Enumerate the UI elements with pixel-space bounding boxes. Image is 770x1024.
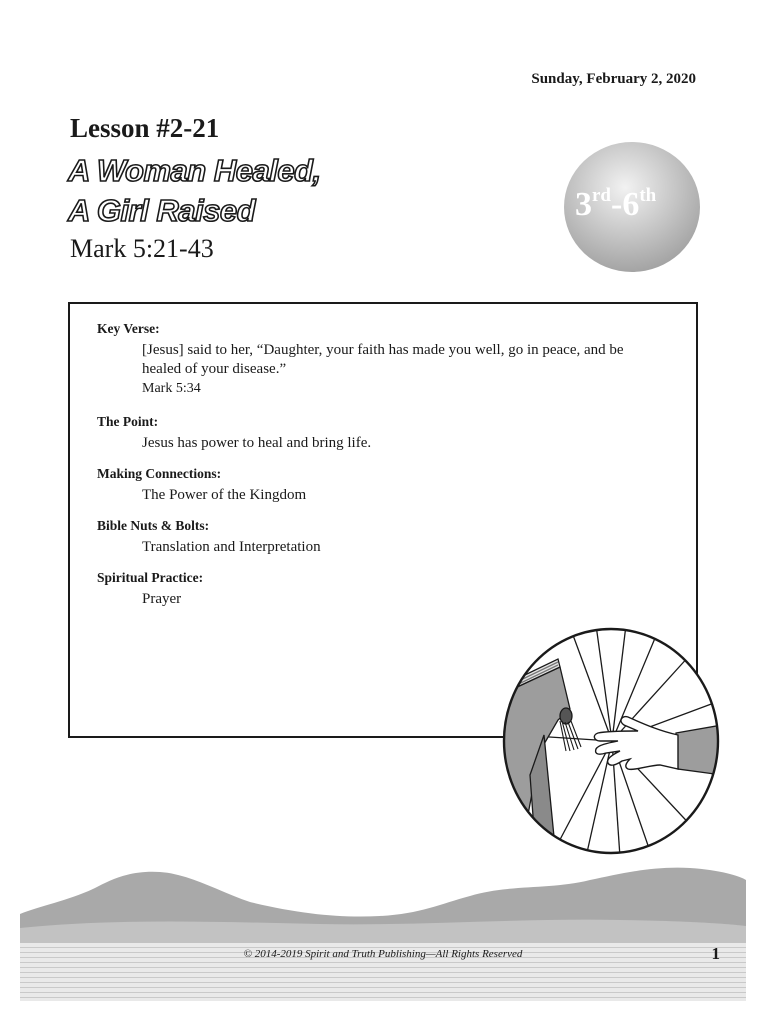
grade-end-suffix: th bbox=[639, 185, 657, 206]
practice-label: Spiritual Practice: bbox=[97, 570, 204, 585]
title-line-1: A Woman Healed, bbox=[68, 153, 321, 188]
title-line-2: A Girl Raised bbox=[68, 193, 256, 228]
grade-end: 6 bbox=[622, 186, 640, 223]
key-verse-reference: Mark 5:34 bbox=[142, 381, 201, 396]
nuts-bolts-label: Bible Nuts & Bolts: bbox=[97, 518, 210, 533]
point-text: Jesus has power to heal and bring life. bbox=[142, 435, 372, 451]
lesson-date: Sunday, February 2, 2020 bbox=[531, 71, 696, 87]
point-section bbox=[97, 414, 702, 453]
key-verse-section bbox=[97, 321, 702, 398]
grade-start: 3 bbox=[575, 186, 592, 223]
grade-start-suffix: rd bbox=[592, 185, 611, 206]
key-verse-label: Key Verse: bbox=[97, 321, 160, 336]
lesson-number: Lesson #2-21 bbox=[70, 113, 220, 143]
page-number: 1 bbox=[711, 944, 720, 963]
lesson-title bbox=[60, 148, 400, 230]
hills-landscape bbox=[0, 862, 770, 944]
grade-separator: - bbox=[611, 186, 623, 223]
key-verse-text-line-2: healed of your disease.” bbox=[142, 361, 287, 377]
copyright-notice: © 2014-2019 Spirit and Truth Publishing—All Rights Reserved bbox=[243, 948, 523, 960]
hand-touching-tassel-illustration bbox=[500, 625, 722, 857]
page-footer bbox=[20, 943, 746, 1001]
practice-text: Prayer bbox=[142, 591, 182, 607]
nuts-bolts-section bbox=[97, 518, 702, 557]
scripture-reference: Mark 5:21-43 bbox=[70, 234, 214, 263]
connections-label: Making Connections: bbox=[97, 466, 222, 481]
nuts-bolts-text: Translation and Interpretation bbox=[142, 539, 321, 555]
practice-section bbox=[97, 570, 702, 609]
grade-level-badge bbox=[563, 141, 701, 273]
key-verse-text-line-1: [Jesus] said to her, “Daughter, your faith has made you well, go in peace, and be bbox=[142, 342, 624, 358]
connections-section bbox=[97, 466, 702, 505]
point-label: The Point: bbox=[97, 414, 159, 429]
connections-text: The Power of the Kingdom bbox=[142, 487, 307, 503]
